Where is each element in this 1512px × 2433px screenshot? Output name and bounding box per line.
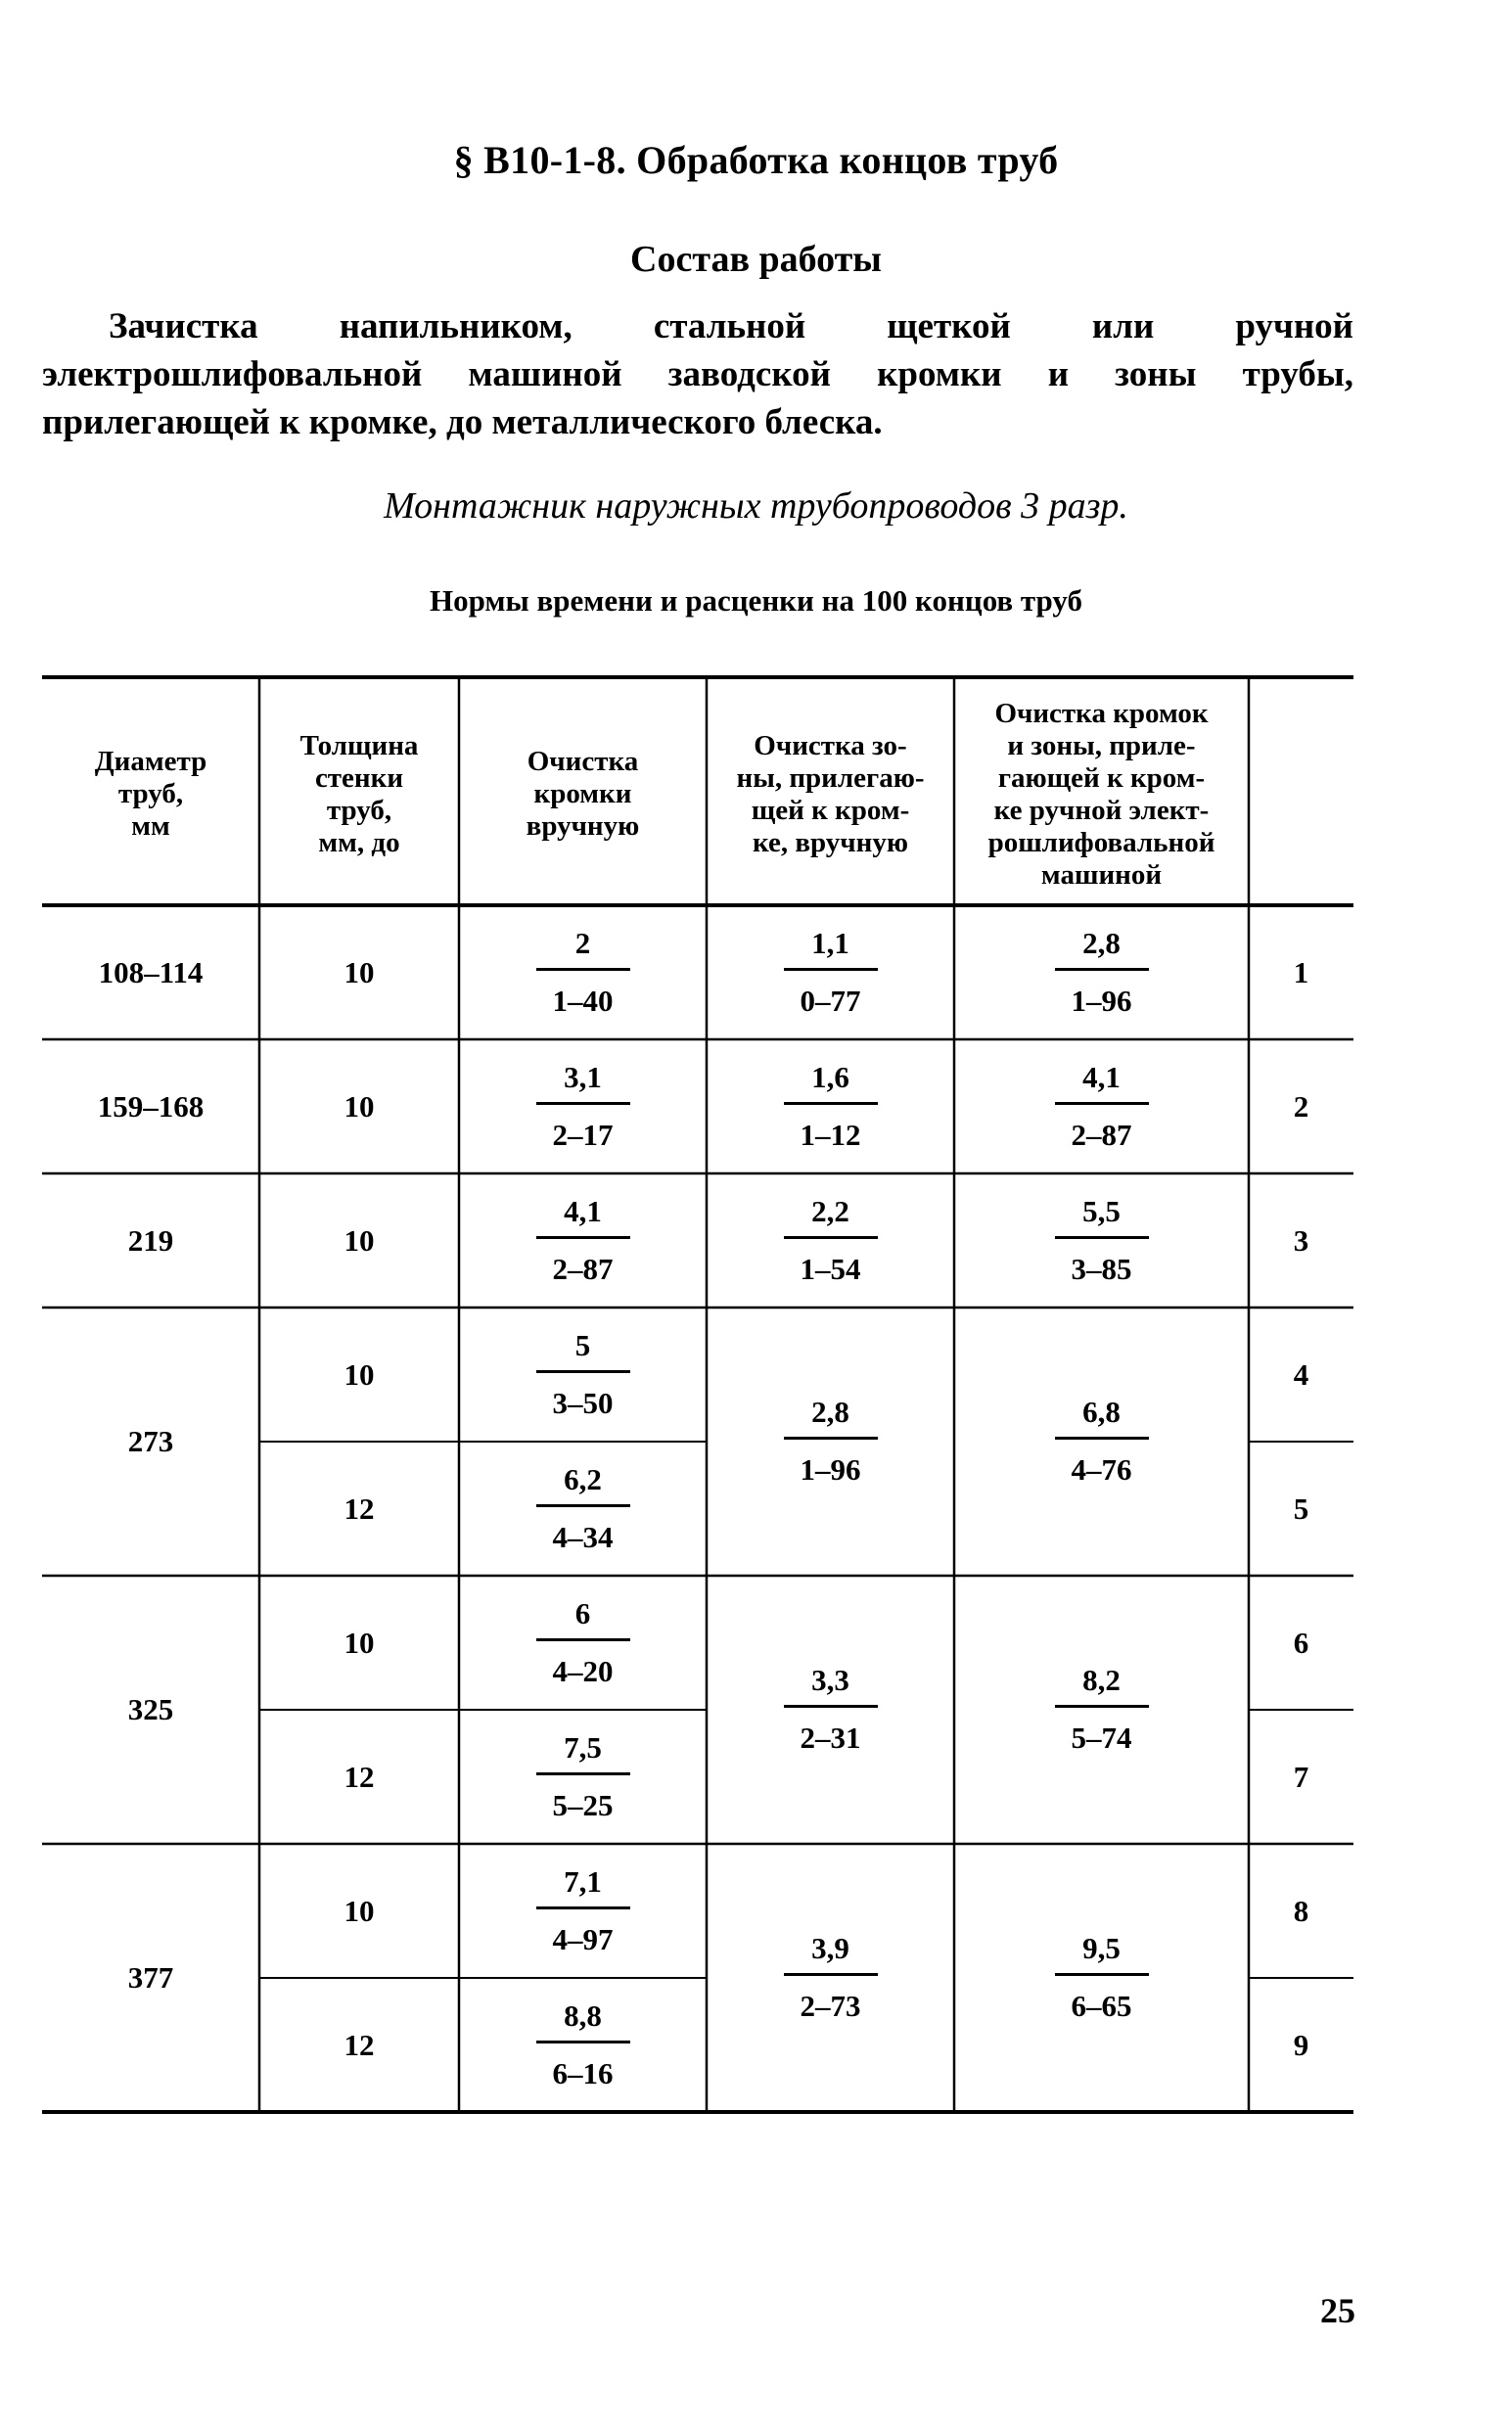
work-description: Зачистка напильником, стальной щеткой или ручной электрошлифовальной машиной заводской кромки и зоны трубы, прилегающей к кромке, до металлического блеска. [42, 306, 1353, 442]
header-line: Толщина [299, 729, 419, 761]
rate-value: 4–34 [552, 1519, 614, 1554]
header-line: ке ручной элект- [993, 794, 1210, 826]
header-zone-manual [710, 730, 950, 859]
diameter-cell: 325 [127, 1692, 174, 1726]
diameter-cell: 377 [127, 1960, 174, 1995]
fraction-bar [536, 1102, 630, 1105]
rate-value: 2–87 [552, 1251, 614, 1286]
time-norm: 2,8 [1082, 925, 1121, 960]
rate-value: 5–74 [1071, 1721, 1132, 1755]
edge-manual-value [520, 1459, 647, 1558]
rate-value: 1–96 [1071, 983, 1132, 1018]
row-number: 8 [1293, 1893, 1309, 1928]
row-number: 5 [1293, 1491, 1309, 1526]
edge-manual-value [520, 1325, 647, 1424]
row-number: 7 [1293, 1759, 1309, 1794]
header-line: ке, вручную [753, 826, 908, 858]
fraction-bar [536, 1504, 630, 1507]
time-norm: 3,9 [811, 1931, 849, 1965]
rate-value: 4–20 [552, 1653, 614, 1688]
norms-table [42, 675, 1353, 2143]
machine-cleaning-value [1038, 1660, 1166, 1759]
time-norm: 2,8 [811, 1395, 849, 1429]
row-number: 9 [1293, 2027, 1309, 2062]
rate-value: 3–85 [1071, 1251, 1132, 1286]
rate-value: 4–97 [552, 1921, 614, 1956]
wall-thickness-cell: 12 [344, 1759, 375, 1794]
fraction-bar [784, 1102, 878, 1105]
machine-cleaning-value [1038, 923, 1166, 1022]
fraction-bar [536, 1906, 630, 1909]
header-line: стенки [314, 761, 404, 794]
fraction-bar [1055, 1705, 1149, 1708]
fraction-bar [784, 1973, 878, 1976]
machine-cleaning-value [1038, 1392, 1166, 1491]
rate-value: 2–31 [800, 1721, 861, 1755]
time-norm: 8,2 [1082, 1663, 1121, 1697]
edge-manual-value [520, 1996, 647, 2094]
fraction-bar [536, 1370, 630, 1373]
header-machine-cleaning [958, 698, 1245, 892]
rate-value: 1–12 [800, 1117, 861, 1152]
fraction-bar [1055, 1973, 1149, 1976]
header-line: вручную [526, 810, 640, 842]
header-line: и зоны, приле- [1007, 729, 1196, 761]
time-norm: 2,2 [811, 1193, 849, 1228]
fraction-bar [784, 1705, 878, 1708]
time-norm: 6 [574, 1595, 591, 1630]
wall-thickness-cell: 10 [344, 1088, 375, 1124]
rate-value: 4–76 [1071, 1452, 1132, 1487]
rate-value: 2–17 [552, 1117, 614, 1152]
fraction-bar [536, 1772, 630, 1775]
wall-thickness-cell: 12 [344, 1491, 375, 1526]
time-norm: 6,2 [564, 1461, 602, 1496]
fraction-bar [1055, 1236, 1149, 1239]
fraction-bar [1055, 1437, 1149, 1440]
row-number: 1 [1293, 954, 1309, 989]
time-norm: 2 [574, 925, 591, 960]
time-norm: 3,1 [564, 1059, 602, 1094]
time-norm: 7,5 [564, 1729, 602, 1765]
diameter-cell: 108–114 [98, 954, 204, 989]
header-line: мм [131, 810, 170, 842]
header-line: труб, [117, 778, 184, 809]
fraction-bar [536, 1638, 630, 1641]
rate-value: 6–16 [552, 2055, 614, 2090]
header-edge-manual [463, 746, 703, 843]
time-norm: 8,8 [564, 1997, 602, 2033]
header-line: Очистка зо- [754, 729, 907, 761]
wall-thickness-cell: 10 [344, 1222, 375, 1258]
wall-thickness-cell: 10 [344, 1893, 375, 1928]
header-line: ны, прилегаю- [736, 761, 925, 794]
rate-value: 1–40 [552, 983, 614, 1018]
fraction-bar [536, 968, 630, 971]
rate-value: 2–73 [800, 1989, 861, 2023]
header-line: щей к кром- [751, 794, 910, 826]
wall-thickness-cell: 10 [344, 1625, 375, 1660]
diameter-cell: 273 [127, 1424, 174, 1458]
row-number: 2 [1293, 1088, 1309, 1124]
zone-manual-value [767, 1191, 894, 1290]
fraction-bar [1055, 1102, 1149, 1105]
wall-thickness-cell: 10 [344, 1356, 375, 1392]
time-norm: 4,1 [564, 1193, 602, 1228]
machine-cleaning-value [1038, 1057, 1166, 1156]
edge-manual-value [520, 1861, 647, 1960]
time-norm: 1,6 [811, 1059, 849, 1094]
zone-manual-value [767, 1928, 894, 2027]
edge-manual-value [520, 1593, 647, 1692]
header-line: Диаметр [94, 746, 207, 777]
edge-manual-value [520, 1191, 647, 1290]
edge-manual-value [520, 1057, 647, 1156]
zone-manual-value [767, 1660, 894, 1759]
fraction-bar [784, 1437, 878, 1440]
machine-cleaning-value [1038, 1928, 1166, 2027]
page-number: 25 [1320, 2291, 1355, 2330]
wall-thickness-cell: 12 [344, 2027, 375, 2062]
row-number: 6 [1293, 1625, 1309, 1660]
zone-manual-value [767, 923, 894, 1022]
time-norm: 5 [574, 1327, 591, 1362]
time-norm: 5,5 [1082, 1193, 1121, 1228]
header-line: Очистка [527, 746, 639, 777]
header-diameter [46, 746, 255, 843]
time-norm: 1,1 [811, 925, 849, 960]
row-number: 3 [1293, 1222, 1309, 1258]
fraction-bar [536, 1236, 630, 1239]
fraction-bar [536, 2041, 630, 2043]
diameter-cell: 219 [127, 1222, 174, 1258]
time-norm: 7,1 [564, 1863, 602, 1899]
fraction-bar [784, 968, 878, 971]
zone-manual-value [767, 1392, 894, 1491]
time-norm: 3,3 [811, 1663, 849, 1697]
edge-manual-value [520, 923, 647, 1022]
header-line: труб, [326, 794, 392, 826]
time-norm: 4,1 [1082, 1059, 1121, 1094]
work-composition-heading: Состав работы [630, 239, 882, 280]
fraction-bar [784, 1236, 878, 1239]
header-line: мм, до [318, 826, 400, 858]
table-title: Нормы времени и расценки на 100 концов труб [430, 583, 1082, 618]
rate-value: 6–65 [1071, 1989, 1132, 2023]
time-norm: 6,8 [1082, 1395, 1121, 1429]
worker-qualification: Монтажник наружных трубопроводов 3 разр. [384, 485, 1128, 527]
diameter-cell: 159–168 [97, 1088, 205, 1124]
machine-cleaning-value [1038, 1191, 1166, 1290]
edge-manual-value [520, 1727, 647, 1826]
header-line: машиной [1040, 858, 1163, 891]
rate-value: 1–54 [800, 1251, 861, 1286]
zone-manual-value [767, 1057, 894, 1156]
rate-value: 2–87 [1071, 1117, 1132, 1152]
header-line: рошлифовальной [987, 826, 1215, 858]
header-line: Очистка кромок [994, 697, 1209, 729]
header-line: гающей к кром- [997, 761, 1206, 794]
section-title: § В10-1-8. Обработка концов труб [453, 138, 1059, 182]
fraction-bar [1055, 968, 1149, 971]
rate-value: 0–77 [800, 983, 861, 1018]
time-norm: 9,5 [1082, 1931, 1121, 1965]
rate-value: 5–25 [552, 1787, 614, 1822]
rate-value: 3–50 [552, 1385, 614, 1420]
header-line: кромки [533, 778, 632, 809]
wall-thickness-cell: 10 [344, 954, 375, 989]
row-number: 4 [1293, 1356, 1309, 1392]
rate-value: 1–96 [800, 1452, 861, 1487]
header-wall-thickness [263, 730, 455, 859]
